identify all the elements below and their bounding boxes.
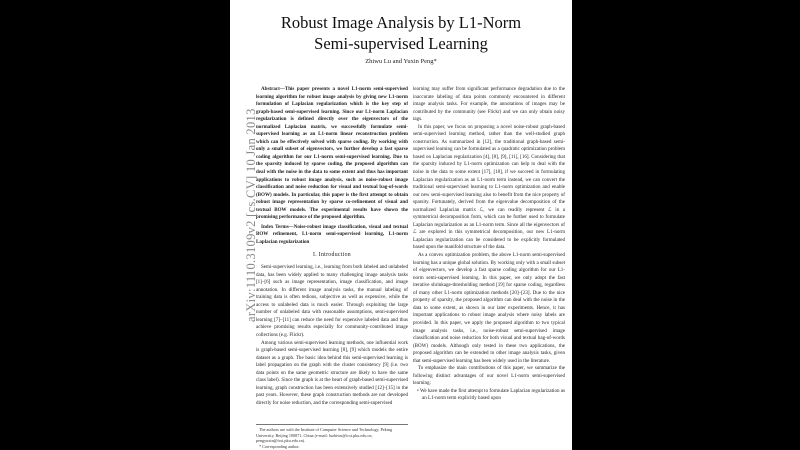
paper-page — [230, 0, 572, 450]
body-paragraph: learning may suffer from significant performance degradation due to the inaccurate labeling of data points commonly encountered in different image analysis tasks. For example, the annotations of images may be contributed by the community (see Flickr) and we can only obtain noisy tags. — [413, 86, 565, 123]
paper-title-line-1: Robust Image Analysis by L1-Norm — [280, 13, 522, 32]
paper-authors: Zhiwu Lu and Yuxin Peng* — [365, 58, 437, 65]
intro-paragraph: Among various semi-supervised learning methods, one influential work is graph-based semi-supervised learning [8], [9] which models the entire dataset as a graph. The basic idea behind this semi-supervised learning is label propagation on the graph with the cluster consistency [9] (i.e. two data points on the same geometric structure are likely to have the same class label). Since the graph is at the heart of graph-based semi-supervised learning, graph construction has been extensively studied [12]–[15] in the past years. However, these graph construction methods are not developed directly for noise reduction, and the corresponding semi-supervised — [256, 339, 408, 406]
index-terms: Index Terms—Noise-robust image classification, visual and textual BOW refinement, L1-norm semi-supervised learning, L1-norm Laplacian regularization — [256, 223, 408, 245]
abstract: Abstract—This paper presents a novel L1-norm semi-supervised learning algorithm for robust image analysis by giving new L1-norm formulation of Laplacian regularization which is the key step of graph-based semi-supervised learning. Since our L1-norm Laplacian regularization is defined directly over the eigenvectors of the normalized Laplacian matrix, we successfully formulate semi-supervised learning as an L1-norm linear reconstruction problem which can be effectively solved with sparse coding. By working with only a small subset of eigenvectors, we further develop a fast sparse coding algorithm for our L1-norm semi-supervised learning. Due to the sparsity induced by sparse coding, the proposed algorithm can deal with the noise in the data to some extent and thus has important applications to robust image analysis, such as noise-robust image classification and noise reduction for visual and textual bag-of-words (BOW) models. In particular, this paper is the first attempt to obtain robust image representation by sparse co-refinement of visual and textual BOW models. The experimental results have shown the promising performance of the proposed algorithm. — [256, 86, 408, 221]
body-paragraph: In this paper, we focus on proposing a novel noise-robust graph-based semi-supervised learning method, rather than the well-studied graph construction. As summarized in [12], the traditional graph-based semi-supervised learning can be formulated as a quadratic optimization problem based on Laplacian regularization [4], [8], [9], [11], [16]. Considering that the sparsity induced by L1-norm optimization can help to deal with the noise in the data to some extent [17], [18], if we succeed in formulating Laplacian regularization as an L1-norm term instead, we can convert the traditional semi-supervised learning to L1-norm optimization and enable our new semi-supervised learning also to benefit from the nice property of sparsity. Fortunately, derived from the eigenvalue decomposition of the normalized Laplacian matrix ℒ, we can readily represent ℒ in a symmetrical decomposition form, which can be further used to formulate Laplacian regularization as an L1-norm term. Since all the eigenvectors of ℒ are explored in this symmetrical decomposition, our new L1-norm Laplacian regularization can be considered to be explicitly formulated based upon the manifold structure of the data. — [413, 123, 565, 251]
footnote-corresponding-author: * Corresponding author. — [259, 443, 300, 449]
paper-title-line-2: Semi-supervised Learning — [314, 34, 488, 53]
section-heading-introduction: I. Introduction — [313, 252, 351, 259]
intro-paragraph: Semi-supervised learning, i.e., learning from both labeled and unlabeled data, has been widely applied to many challenging image analysis tasks [1]–[6] such as image representation, image classification, and image annotation. In different image analysis tasks, the manual labeling of training data is often tedious, subjective as well as expensive, while the access to unlabeled data is much easier. Through exploiting the large number of unlabeled data with reasonable assumptions, semi-supervised learning [7]–[11] can reduce the need for expensive labeled data and thus achieve promising results especially for community-contributed image collections (e.g. Flickr). — [256, 264, 408, 338]
body-paragraph: As a convex optimization problem, the above L1-norm semi-supervised learning has a unique global solution. By working only with a small subset of eigenvectors, we develop a fast sparse coding algorithm for our L1-norm semi-supervised learning. In this paper, we only adopt the fast iterative shrinkage-thresholding method [19] for sparse coding, regardless of many other L1-norm optimization methods [20]–[23]. Due to the nice property of sparsity, the proposed algorithm can deal with the noise in the data to some extent, as shown in our later experiments. Hence, it has important applications to robust image analysis where noisy labels are provided. In this paper, we apply the proposed algorithm to two typical image analysis tasks, i.e., noise-robust semi-supervised image classification and noise reduction for both visual and textual bag-of-words (BOW) models. Although only tested in these two applications, the proposed algorithm can be extended to other image analysis tasks, given that semi-supervised learning has been widely used in the literature. — [413, 252, 565, 364]
arxiv-identifier-stamp: arXiv:1110.3109v2 [cs.CV] 10 Jan 2013 — [244, 108, 258, 322]
footnote-affiliation: The authors are with the Institute of Computer Science and Technology, Peking University, Beijing 100871, China (e-mail: luzhiwu@icst.pku.edu.cn, pengyuxin@icst.pku.edu.cn). — [256, 427, 393, 444]
body-paragraph: To emphasize the main contributions of this paper, we summarize the following distinct advantages of our novel L1-norm semi-supervised learning: — [413, 365, 565, 387]
right-column — [413, 86, 565, 450]
contribution-bullet: • We have made the first attempt to formulate Laplacian regularization as an L1-norm term explicitly based upon — [417, 387, 565, 402]
left-column — [256, 86, 408, 450]
footnote — [256, 424, 408, 449]
